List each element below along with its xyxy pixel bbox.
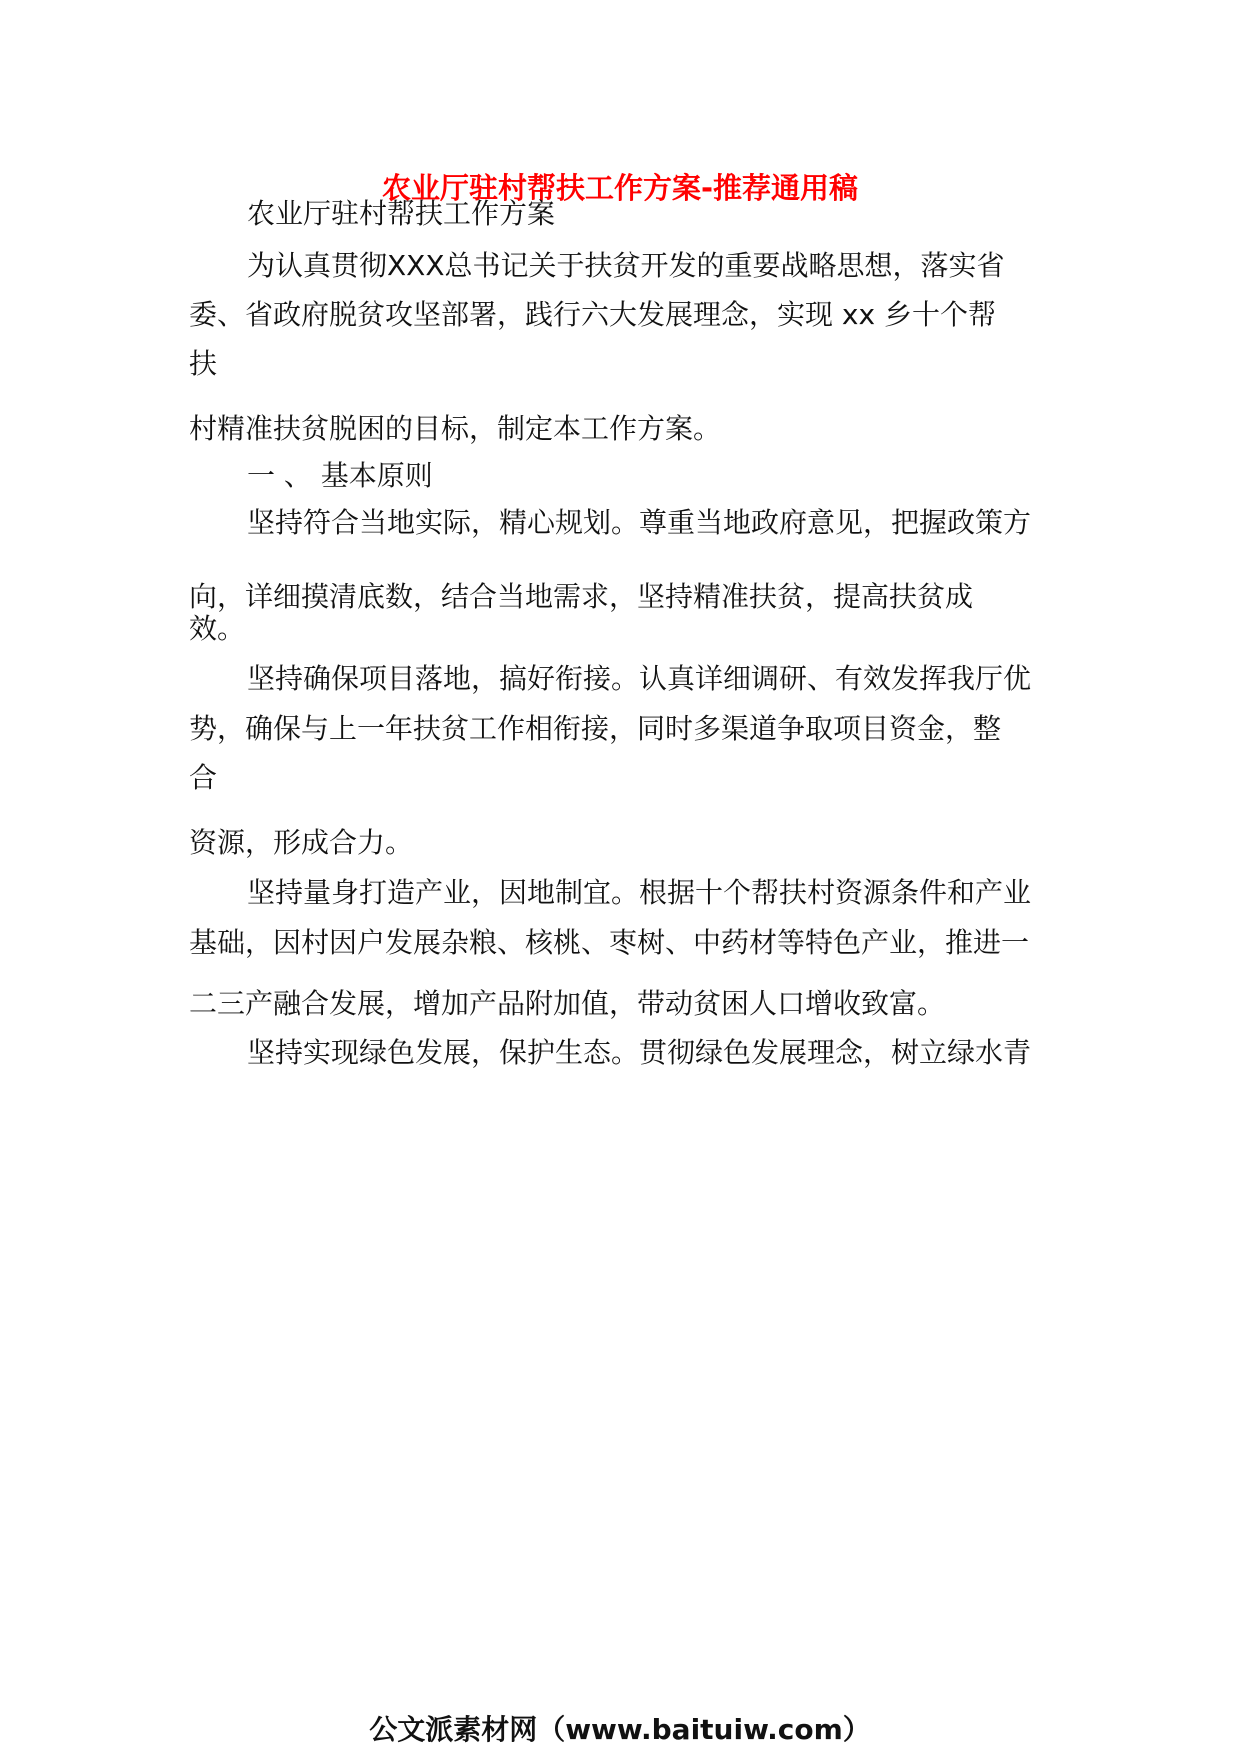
paragraph-line: 势，确保与上一年扶贫工作相衔接，同时多渠道争取项目资金，整: [189, 712, 1002, 745]
paragraph-line: 二三产融合发展，增加产品附加值，带动贫困人口增收致富。: [189, 987, 946, 1020]
section-heading: 一 、 基本原则: [247, 459, 433, 492]
paragraph-line: 向，详细摸清底数，结合当地需求，坚持精准扶贫，提高扶贫成: [189, 580, 974, 613]
paragraph-line: 扶: [189, 347, 218, 380]
document-subtitle: 农业厅驻村帮扶工作方案: [247, 197, 556, 230]
paragraph-line: 坚持确保项目落地，搞好衔接。认真详细调研、有效发挥我厅优: [247, 662, 1032, 695]
paragraph-line: 资源，形成合力。: [189, 826, 414, 859]
paragraph-line: 效。: [189, 612, 246, 645]
paragraph-line: 坚持符合当地实际，精心规划。尊重当地政府意见，把握政策方: [247, 506, 1032, 539]
paragraph-line: 坚持量身打造产业，因地制宜。根据十个帮扶村资源条件和产业: [247, 876, 1032, 909]
paragraph-line: 村精准扶贫脱困的目标，制定本工作方案。: [189, 412, 722, 445]
paragraph-line: 基础，因村因户发展杂粮、核桃、枣树、中药材等特色产业，推进一: [189, 926, 1030, 959]
document-title: 农业厅驻村帮扶工作方案-推荐通用稿: [381, 171, 859, 205]
footer-watermark: 公文派素材网（www.baituiw.com）: [369, 1713, 871, 1746]
paragraph-line: 为认真贯彻XXX总书记关于扶贫开发的重要战略思想，落实省: [247, 249, 1005, 282]
paragraph-line: 委、省政府脱贫攻坚部署，践行六大发展理念，实现 xx 乡十个帮: [189, 298, 996, 331]
paragraph-line: 合: [189, 761, 218, 794]
paragraph-line: 坚持实现绿色发展，保护生态。贯彻绿色发展理念，树立绿水青: [247, 1036, 1032, 1069]
